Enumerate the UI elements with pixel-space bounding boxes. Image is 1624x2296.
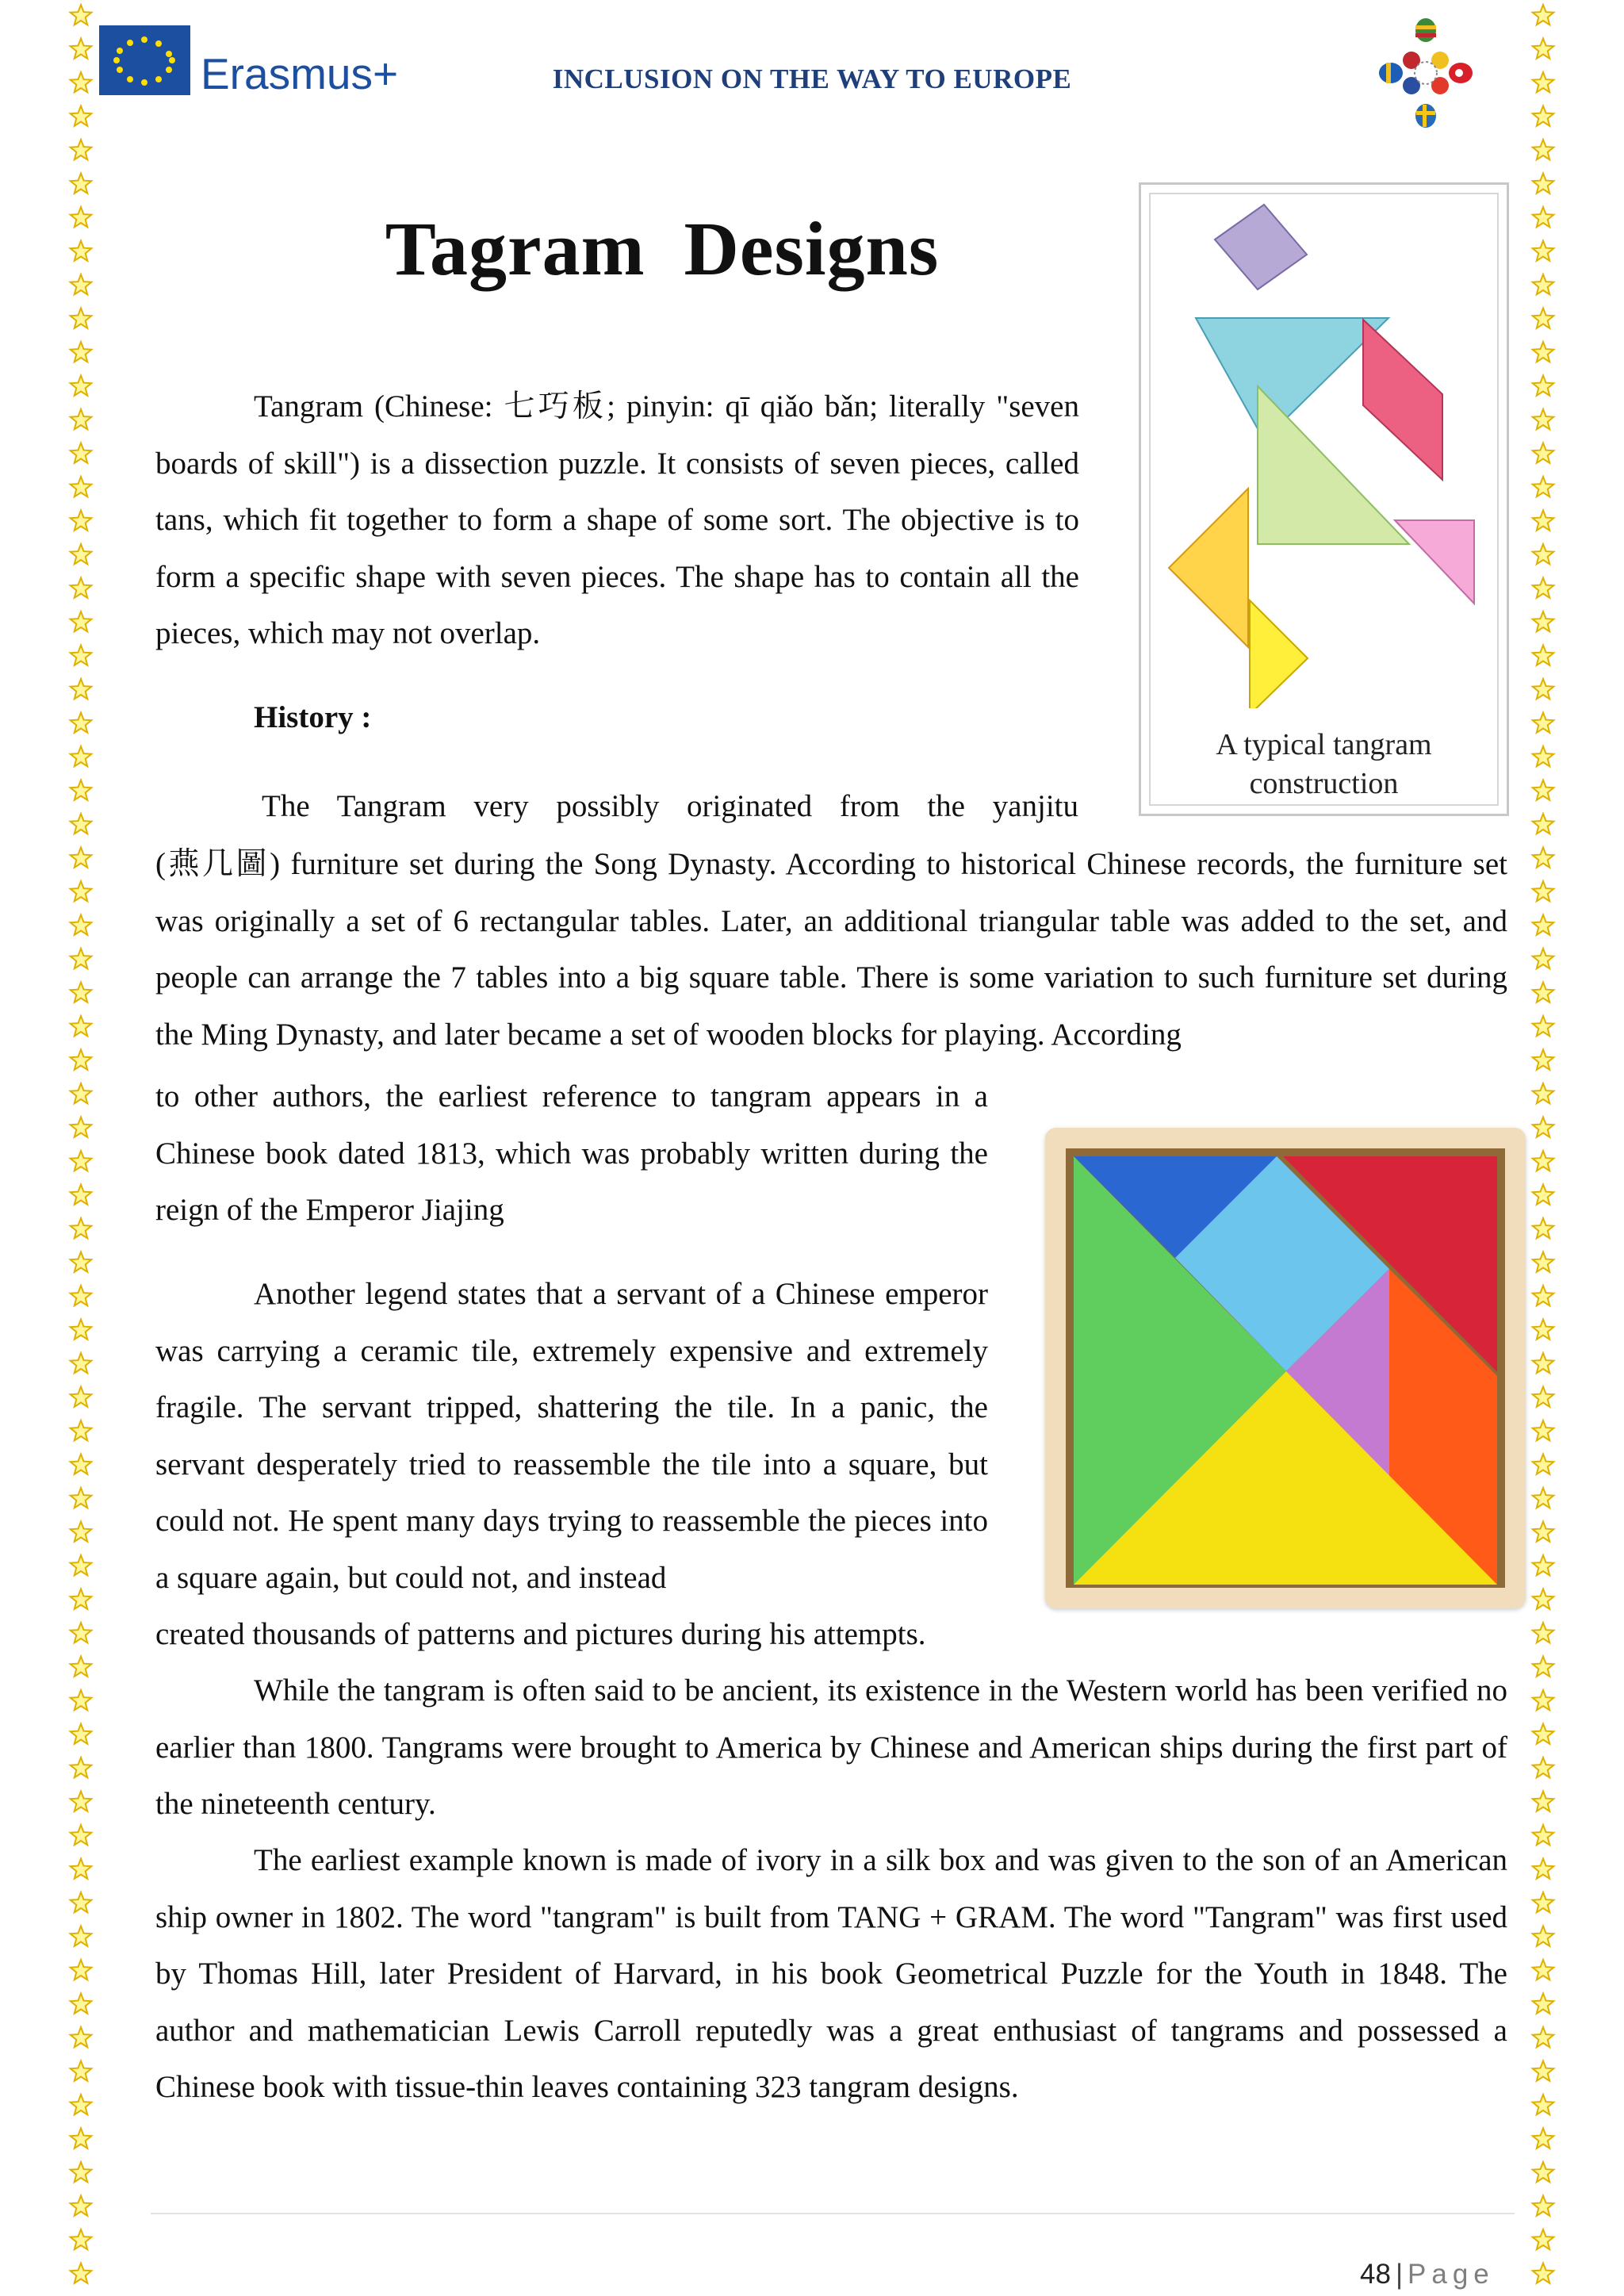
border-star-icon <box>71 1825 92 1845</box>
border-star-icon <box>1533 881 1554 901</box>
border-star-icon <box>1533 5 1554 25</box>
border-star-icon <box>1533 746 1554 766</box>
border-star-icon <box>71 578 92 598</box>
wooden-tangram-photo <box>1045 1128 1526 1608</box>
border-star-icon <box>71 983 92 1002</box>
border-star-icon <box>1533 2229 1554 2249</box>
border-star-icon <box>71 39 92 59</box>
border-star-icon <box>71 1420 92 1440</box>
figure-caption-line-2: construction <box>1249 767 1399 800</box>
border-star-icon <box>1533 2061 1554 2081</box>
border-star-icon <box>71 443 92 463</box>
border-star-icon <box>1533 1455 1554 1474</box>
border-star-icon <box>71 477 92 496</box>
border-star-icon <box>1533 1589 1554 1609</box>
border-star-icon <box>1533 342 1554 362</box>
border-star-icon <box>1533 1420 1554 1440</box>
border-star-icon <box>71 2263 92 2283</box>
border-star-icon <box>1533 241 1554 261</box>
history-paragraph-middle: (燕几圖) furniture set during the Song Dynasty. According to historical Chinese records, the furniture set was originally a set of 6 rectangular tables. Later, an additional triangular table was added to the set, and people can arrange the 7 tables into a big square table. There is some variation to such furniture set during the Ming Dynasty, and later became a set of wooden blocks for playing. According <box>155 847 1507 1052</box>
border-star-icon <box>1533 713 1554 733</box>
border-star-icon <box>1533 477 1554 496</box>
border-star-icon <box>71 2095 92 2114</box>
border-star-icon <box>71 679 92 699</box>
border-star-icon <box>71 140 92 159</box>
border-star-icon <box>1533 1960 1554 1980</box>
border-star-icon <box>1533 1555 1554 1575</box>
history-heading: History : <box>254 700 372 734</box>
border-star-icon <box>71 2162 92 2182</box>
border-star-icon <box>71 746 92 766</box>
border-star-icon <box>71 1859 92 1879</box>
border-star-icon <box>1533 1792 1554 1811</box>
border-star-icon <box>1533 915 1554 935</box>
border-star-icon <box>71 2229 92 2249</box>
border-star-icon <box>71 1690 92 1710</box>
border-star-icon <box>1533 1657 1554 1677</box>
border-star-icon <box>1533 1757 1554 1777</box>
border-star-icon <box>1533 983 1554 1002</box>
border-star-icon <box>1533 39 1554 59</box>
border-star-icon <box>71 915 92 935</box>
border-star-icon <box>71 1455 92 1474</box>
border-star-icon <box>1533 1994 1554 2014</box>
border-star-icon <box>1533 814 1554 834</box>
border-star-icon <box>1533 949 1554 968</box>
tangram-figure-illustration <box>1139 182 1509 816</box>
header-title: INCLUSION ON THE WAY TO EUROPE <box>552 63 1072 94</box>
tan-triangle-yellow <box>1250 600 1308 708</box>
border-star-icon <box>1533 1252 1554 1272</box>
border-star-icon <box>71 848 92 868</box>
border-star-icon <box>71 1320 92 1340</box>
border-star-icon <box>71 2129 92 2148</box>
project-emblem-logo <box>1370 17 1481 128</box>
border-star-icon <box>1533 1690 1554 1710</box>
border-star-icon <box>1533 1724 1554 1744</box>
western-paragraph: While the tangram is often said to be ancient, its existence in the Western world has been verified no earlier than 1800. Tangrams were brought to America by Chinese and American ships during the first part of the nineteenth century. <box>155 1673 1507 1821</box>
border-star-icon <box>71 274 92 294</box>
legend-paragraph-end: created thousands of patterns and pictures during his attempts. <box>155 1617 926 1651</box>
border-star-icon <box>1533 1050 1554 1070</box>
border-star-icon <box>71 1724 92 1744</box>
border-star-icon <box>1533 207 1554 227</box>
border-star-icon <box>71 1960 92 1980</box>
border-star-icon <box>71 1623 92 1642</box>
border-star-icon <box>1533 1117 1554 1137</box>
border-star-icon <box>71 611 92 631</box>
border-star-icon <box>1533 443 1554 463</box>
border-star-icon <box>71 1892 92 1912</box>
border-star-icon <box>1533 1623 1554 1642</box>
border-star-icon <box>71 1555 92 1575</box>
border-star-icon <box>71 1589 92 1609</box>
border-star-icon <box>71 342 92 362</box>
border-star-icon <box>1533 1218 1554 1238</box>
tangram-square-set <box>1045 1128 1526 1608</box>
border-star-icon <box>71 1757 92 1777</box>
border-star-icon <box>71 1353 92 1373</box>
border-star-icon <box>71 1387 92 1407</box>
border-star-icon <box>71 780 92 800</box>
border-star-icon <box>71 207 92 227</box>
border-star-icon <box>1533 1286 1554 1305</box>
border-star-icon <box>71 309 92 328</box>
border-star-icon <box>1533 848 1554 868</box>
border-star-icon <box>1533 511 1554 531</box>
history-paragraph-start: The Tangram very possibly originated from the yanjitu <box>262 789 1078 823</box>
border-star-icon <box>71 1286 92 1305</box>
border-star-icon <box>1533 1859 1554 1879</box>
tan-triangle-pink <box>1395 520 1474 604</box>
border-star-icon <box>1533 1151 1554 1171</box>
erasmus-plus-wordmark: Erasmus+ <box>201 49 399 98</box>
border-star-icon <box>71 409 92 429</box>
tan-triangle-orange <box>1169 489 1248 647</box>
border-star-icon <box>71 1050 92 1070</box>
border-star-icon <box>1533 679 1554 699</box>
border-star-icon <box>71 376 92 396</box>
border-star-icon <box>1533 578 1554 598</box>
border-star-icon <box>1533 2162 1554 2182</box>
border-star-icon <box>71 544 92 564</box>
border-star-icon <box>1533 2095 1554 2114</box>
border-star-icon <box>71 2027 92 2047</box>
border-star-icon <box>1533 1320 1554 1340</box>
border-star-icon <box>71 1151 92 1171</box>
border-star-icon <box>1533 544 1554 564</box>
border-star-icon <box>71 1218 92 1238</box>
border-star-icon <box>71 1185 92 1205</box>
right-star-border <box>1527 0 1559 2296</box>
tangram-person-figure <box>1141 185 1511 708</box>
border-star-icon <box>1533 1522 1554 1542</box>
border-star-icon <box>71 5 92 25</box>
border-star-icon <box>1533 1083 1554 1103</box>
history-paragraph-end: to other authors, the earliest reference to tangram appears in a Chinese book dated 1813, which was probably written during the reign of the Emperor Jiajing <box>155 1079 988 1227</box>
border-star-icon <box>71 1994 92 2014</box>
page-number-separator: | <box>1395 2259 1404 2290</box>
border-star-icon <box>71 1926 92 1946</box>
page-word: Page <box>1408 2259 1495 2290</box>
border-star-icon <box>71 1252 92 1272</box>
border-star-icon <box>71 2061 92 2081</box>
border-star-icon <box>71 2196 92 2216</box>
border-star-icon <box>1533 646 1554 665</box>
border-star-icon <box>71 814 92 834</box>
border-star-icon <box>1533 140 1554 159</box>
border-star-icon <box>1533 376 1554 396</box>
border-star-icon <box>71 106 92 126</box>
figure-caption <box>1141 726 1507 803</box>
border-star-icon <box>1533 1926 1554 1946</box>
border-star-icon <box>1533 309 1554 328</box>
border-star-icon <box>71 241 92 261</box>
border-star-icon <box>71 1488 92 1508</box>
page-number <box>1360 2259 1495 2290</box>
border-star-icon <box>1533 274 1554 294</box>
border-star-icon <box>71 646 92 665</box>
figure-caption-line-1: A typical tangram <box>1216 728 1432 761</box>
border-star-icon <box>71 949 92 968</box>
border-star-icon <box>1533 1488 1554 1508</box>
border-star-icon <box>1533 1353 1554 1373</box>
border-star-icon <box>1533 174 1554 194</box>
legend-paragraph: Another legend states that a servant of a Chinese emperor was carrying a ceramic tile, extremely expensive and extremely fragile. The servant tripped, shattering the tile. In a panic, the servant desperately tried to reassemble the tile into a square, but could not. He spent many days trying to reassemble the pieces into a square again, but could not, and instead <box>155 1277 988 1595</box>
border-star-icon <box>1533 1185 1554 1205</box>
border-star-icon <box>71 1657 92 1677</box>
border-star-icon <box>1533 106 1554 126</box>
border-star-icon <box>1533 1016 1554 1036</box>
border-star-icon <box>71 881 92 901</box>
border-star-icon <box>1533 2027 1554 2047</box>
page-number-value: 48 <box>1360 2259 1391 2290</box>
border-star-icon <box>71 1522 92 1542</box>
border-star-icon <box>1533 780 1554 800</box>
border-star-icon <box>1533 1387 1554 1407</box>
border-star-icon <box>1533 1825 1554 1845</box>
border-star-icon <box>1533 2129 1554 2148</box>
border-star-icon <box>1533 409 1554 429</box>
footer-divider <box>151 2213 1515 2214</box>
border-star-icon <box>71 1792 92 1811</box>
border-star-icon <box>1533 2263 1554 2283</box>
border-star-icon <box>71 1117 92 1137</box>
tan-square-purple <box>1215 205 1307 289</box>
page-title: Tagram Designs <box>385 206 940 291</box>
border-star-icon <box>71 174 92 194</box>
intro-paragraph: Tangram (Chinese: 七巧板; pinyin: qī qiǎo bǎn; literally "seven boards of skill") is a dissection puzzle. It consists of seven pieces, called tans, which fit together to form a shape of some sort. The objective is to form a specific shape with seven pieces. The shape has to contain all the pieces, which may not overlap. <box>155 389 1079 650</box>
border-star-icon <box>1533 2196 1554 2216</box>
tan-parallelogram-red <box>1363 320 1442 480</box>
left-star-border <box>65 0 97 2296</box>
earliest-example-paragraph: The earliest example known is made of ivory in a silk box and was given to the son of an American ship owner in 1802. The word "tangram" is built from TANG + GRAM. The word "Tangram" was first used by Thomas Hill, later President of Harvard, in his book Geometrical Puzzle for the Youth in 1848. The author and mathematician Lewis Carroll reputedly was a great enthusiast of tangrams and possessed a Chinese book with tissue-thin leaves containing 323 tangram designs. <box>155 1843 1507 2104</box>
border-star-icon <box>71 713 92 733</box>
border-star-icon <box>1533 1892 1554 1912</box>
border-star-icon <box>1533 611 1554 631</box>
border-star-icon <box>71 1083 92 1103</box>
border-star-icon <box>71 1016 92 1036</box>
border-star-icon <box>71 511 92 531</box>
